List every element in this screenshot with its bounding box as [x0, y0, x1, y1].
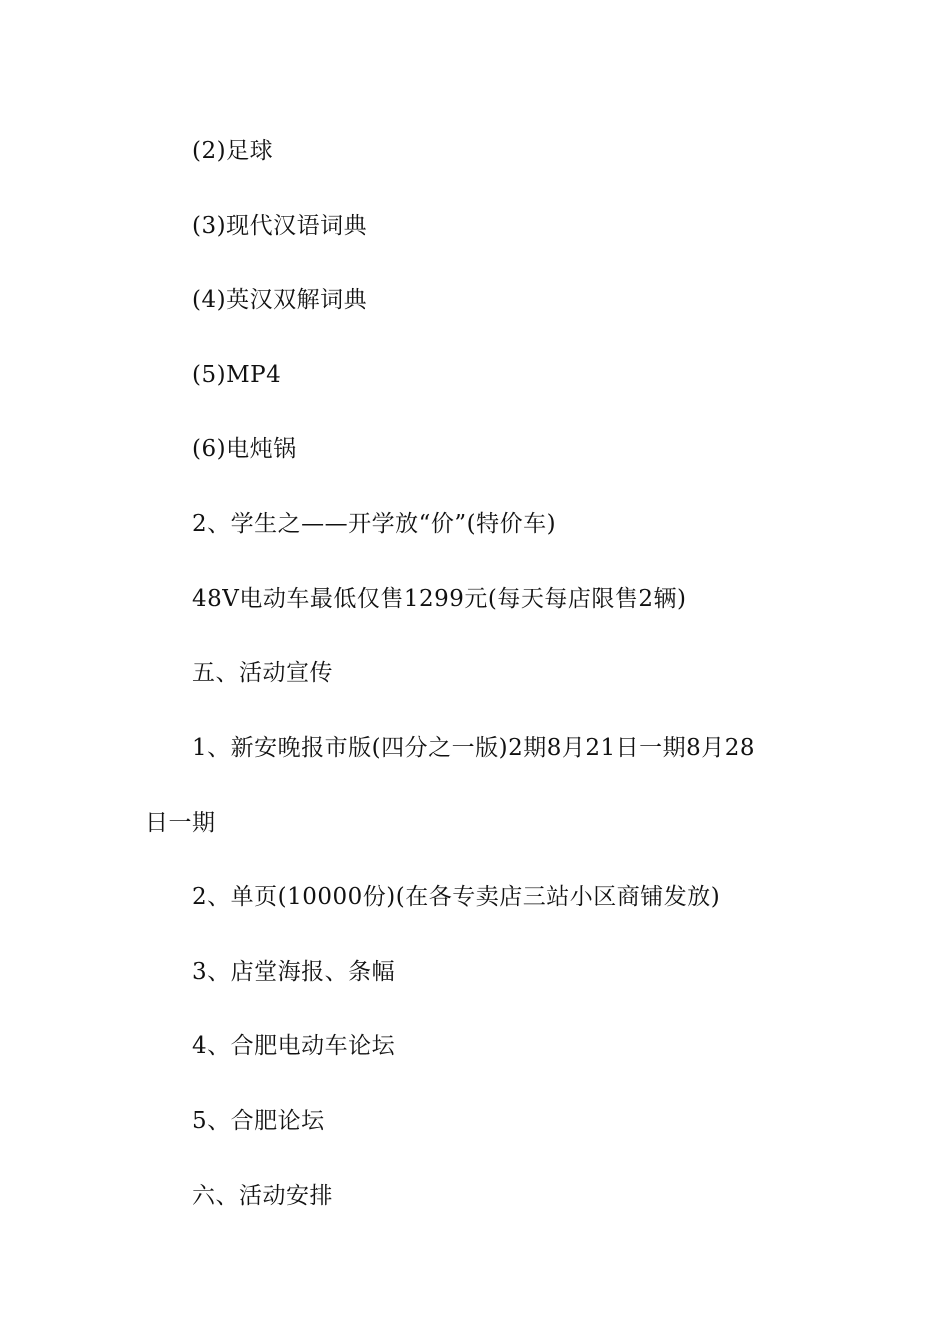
prize-item-chinese-dictionary: (3)现代汉语词典: [192, 213, 368, 239]
section-item-student-discount: 2、学生之——开学放“价”(特价车): [192, 511, 557, 537]
promotion-item-ebike-forum: 4、合肥电动车论坛: [192, 1033, 396, 1059]
promotion-item-hefei-forum: 5、合肥论坛: [192, 1108, 325, 1134]
promotion-item-posters: 3、店堂海报、条幅: [192, 959, 396, 985]
prize-item-football: (2)足球: [192, 138, 274, 164]
prize-item-electric-cooker: (6)电炖锅: [192, 436, 297, 462]
promotion-item-flyers: 2、单页(10000份)(在各专卖店三站小区商铺发放): [192, 884, 721, 910]
section-heading-schedule: 六、活动安排: [192, 1183, 333, 1209]
prize-item-english-dictionary: (4)英汉双解词典: [192, 287, 368, 313]
paragraph-price-offer: 48V电动车最低仅售1299元(每天每店限售2辆): [192, 586, 687, 612]
prize-item-mp4: (5)MP4: [192, 362, 282, 388]
promotion-item-newspaper-continued: 日一期: [145, 810, 216, 836]
section-heading-promotion: 五、活动宣传: [192, 660, 333, 686]
promotion-item-newspaper: 1、新安晚报市版(四分之一版)2期8月21日一期8月28: [192, 735, 756, 761]
